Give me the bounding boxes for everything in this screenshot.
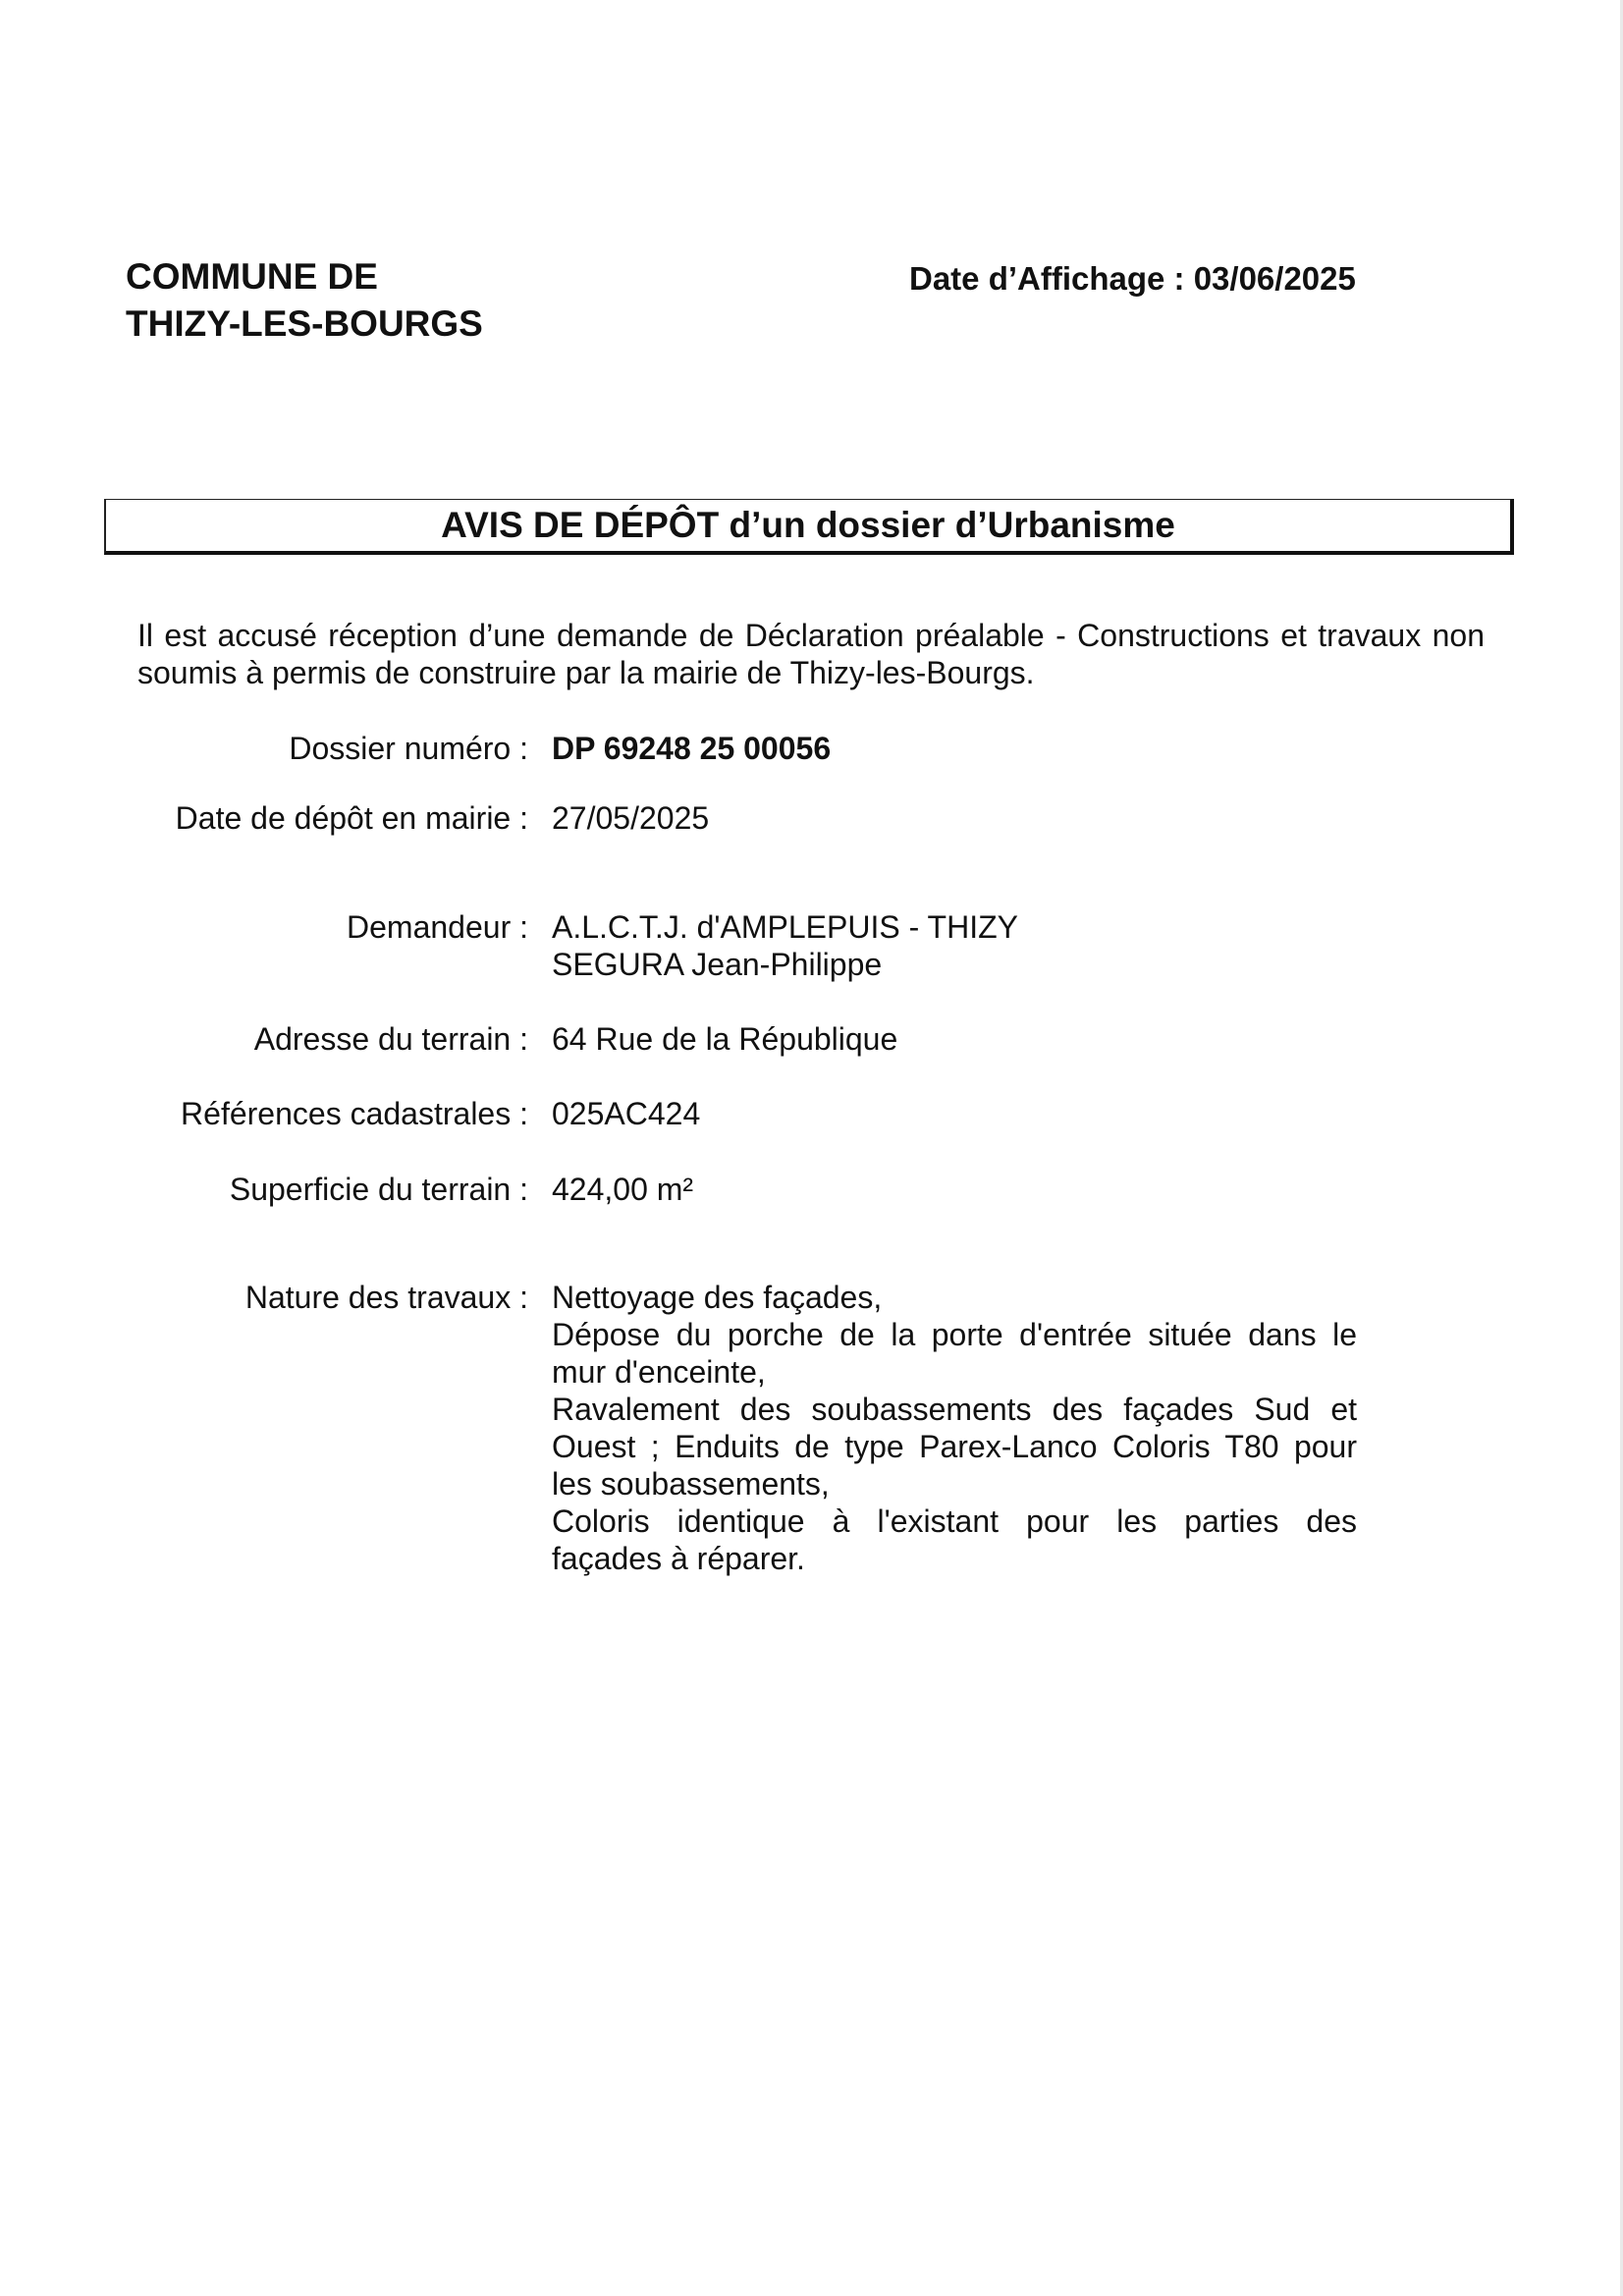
nature-value: [552, 1279, 1357, 1577]
dossier-value: DP 69248 25 00056: [552, 731, 832, 766]
commune-line-1: COMMUNE DE: [126, 256, 378, 297]
date-depot-label: Date de dépôt en mairie :: [175, 800, 528, 836]
nature-line-3: mur d'enceinte,: [552, 1354, 766, 1390]
nature-line-6: les soubassements,: [552, 1466, 830, 1502]
intro-paragraph: Il est accusé réception d’une demande de Déclaration préalable - Constructions et travaux non soumis à permis de construire par la mairie de Thizy-les-Bourgs.: [137, 618, 1485, 690]
nature-line-4: Ravalement des soubassements des façades Sud et: [552, 1392, 1357, 1427]
demandeur-label: Demandeur :: [347, 909, 528, 945]
nature-label: Nature des travaux :: [244, 1280, 528, 1315]
adresse-label: Adresse du terrain :: [253, 1021, 528, 1057]
document-title: AVIS DE DÉPÔT d’un dossier d’Urbanisme: [104, 499, 1514, 555]
nature-line-1: Nettoyage des façades,: [552, 1280, 883, 1315]
demandeur-value: [552, 908, 1357, 983]
nature-line-5: Ouest ; Enduits de type Parex-Lanco Coloris T80 pour: [552, 1429, 1357, 1464]
nature-line-7: Coloris identique à l'existant pour les parties des: [552, 1503, 1357, 1539]
references-value: 025AC424: [552, 1096, 701, 1131]
date-affichage: Date d’Affichage : 03/06/2025: [909, 260, 1356, 297]
superficie-label: Superficie du terrain :: [229, 1172, 528, 1207]
superficie-value: 424,00 m²: [552, 1172, 694, 1207]
demandeur-line-2: SEGURA Jean-Philippe: [552, 947, 883, 982]
date-depot-value: 27/05/2025: [552, 800, 710, 836]
dossier-label: Dossier numéro :: [289, 731, 528, 766]
commune-name: [126, 253, 483, 348]
commune-line-2: THIZY-LES-BOURGS: [126, 303, 483, 344]
nature-line-2: Dépose du porche de la porte d'entrée située dans le: [552, 1317, 1357, 1352]
demandeur-line-1: A.L.C.T.J. d'AMPLEPUIS - THIZY: [552, 909, 1018, 945]
nature-line-8: façades à réparer.: [552, 1541, 805, 1576]
references-label: Références cadastrales :: [181, 1096, 528, 1131]
adresse-value: 64 Rue de la République: [552, 1021, 898, 1057]
